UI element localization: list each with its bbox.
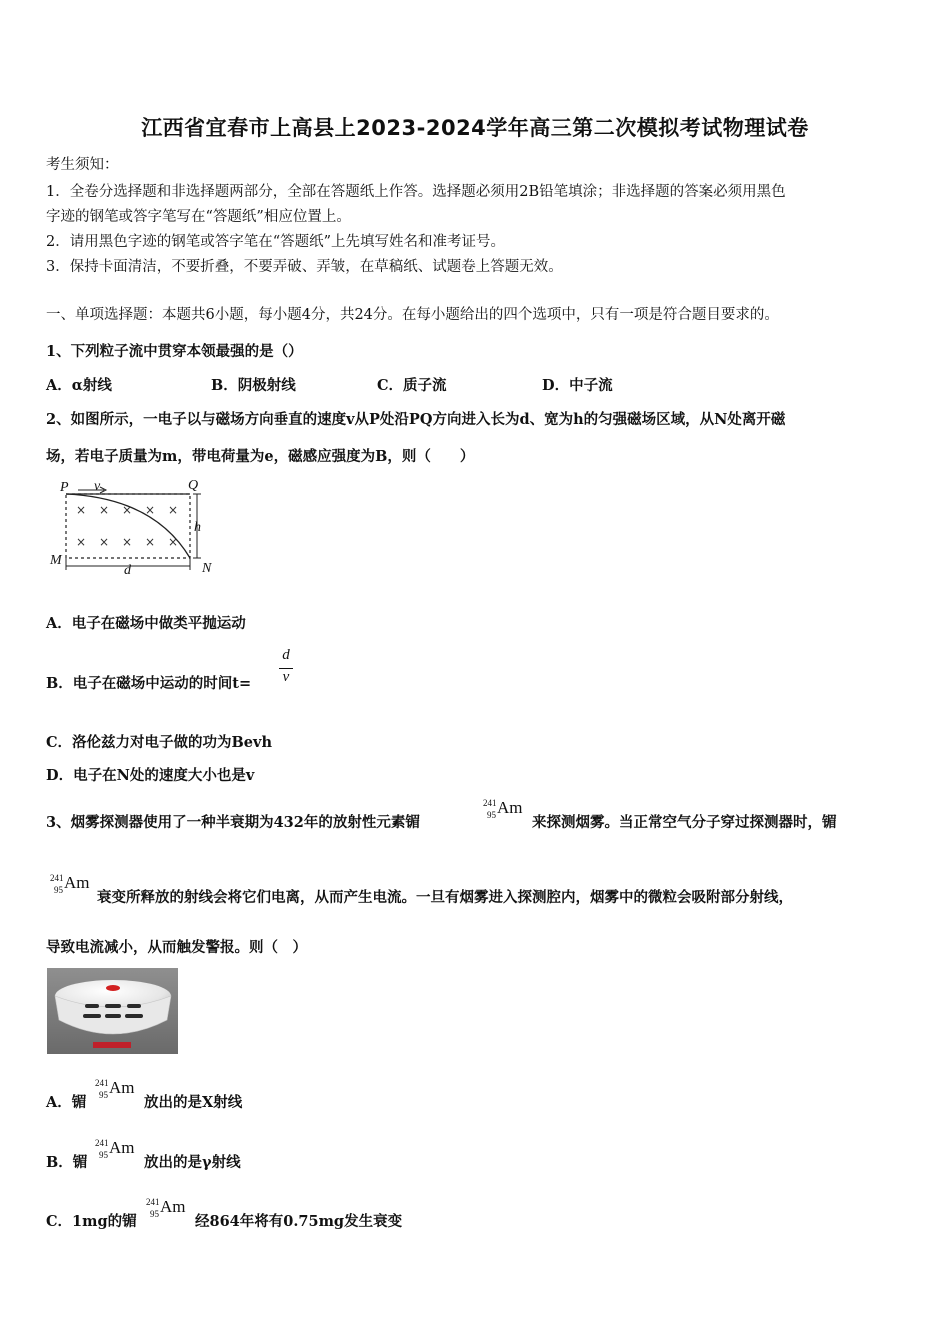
atomic-number: 95 [54,885,63,895]
q1-option-d: D．中子流 [542,377,613,394]
cross-mark: × [99,535,110,549]
notice-heading: 考生须知： [46,157,119,173]
cross-mark: × [122,503,133,517]
label-q: Q [188,478,199,493]
label-d: d [124,563,131,578]
cross-mark: × [145,535,156,549]
cross-mark: × [145,503,156,517]
label-v: v [94,479,101,494]
page-title: 江西省宜春市上高县上2023-2024学年高三第二次模拟考试物理试卷 [141,116,809,140]
mass-number: 241 [95,1078,109,1088]
atomic-number: 95 [487,810,496,820]
element-symbol: Am [497,798,523,817]
fraction-d-over-v [279,647,293,691]
label-h: h [194,520,201,535]
cross-mark: × [168,503,179,517]
q1-option-b: B．阴极射线 [211,377,296,394]
q2-option-b: B．电子在磁场中运动的时间t= [46,675,252,692]
atomic-number: 95 [150,1209,159,1219]
magnetic-field-diagram [44,474,224,580]
q2-option-d: D．电子在N处的速度大小也是v [46,767,255,784]
notice-item-3: 3．保持卡面清洁，不要折叠，不要弄破、弄皱，在草稿纸、试题卷上答题无效。 [46,259,563,275]
atomic-number: 95 [99,1090,108,1100]
smoke-detector-photo [47,968,178,1054]
cross-mark: × [76,503,87,517]
q3-option-a-prefix: A．镅 [46,1094,87,1111]
label-n: N [202,561,212,576]
cross-mark: × [168,535,179,549]
q3-stem-c: 衰变所释放的射线会将它们电离，从而产生电流。一旦有烟雾进入探测腔内，烟雾中的微粒会吸附部分射线， [97,889,793,906]
q1-stem: 1、下列粒子流中贯穿本领最强的是（） [46,343,303,360]
mass-number: 241 [146,1197,160,1207]
mass-number: 241 [95,1138,109,1148]
label-p: P [60,480,69,495]
element-symbol: Am [64,873,90,892]
q3-option-b-prefix: B．镅 [46,1154,88,1171]
cross-mark: × [99,503,110,517]
notice-item-1-cont: 字迹的钢笔或答字笔写在“答题纸”相应位置上。 [46,209,351,225]
q3-option-b-suffix: 放出的是γ射线 [144,1154,241,1171]
notice-item-1: 1．全卷分选择题和非选择题两部分，全部在答题纸上作答。选择题必须用2B铅笔填涂；非选择题的答案必须用黑色 [46,184,786,200]
mass-number: 241 [50,873,64,883]
q2-option-a: A．电子在磁场中做类平抛运动 [46,615,246,632]
fraction-numerator: d [282,647,290,663]
fraction-denominator: v [282,669,290,685]
element-symbol: Am [109,1078,135,1097]
q3-stem-b: 来探测烟雾。当正常空气分子穿过探测器时，镅 [532,814,837,831]
q1-option-c: C．质子流 [377,377,447,394]
q1-option-a: A．α射线 [46,377,112,394]
mass-number: 241 [483,798,497,808]
element-symbol: Am [109,1138,135,1157]
q2-stem-line1: 2、如图所示，一电子以与磁场方向垂直的速度v从P处沿PQ方向进入长为d、宽为h的匀强磁场区域，从N处离开磁 [46,411,786,428]
q3-option-a-suffix: 放出的是X射线 [144,1094,243,1111]
q3-option-c-suffix: 经864年将有0.75mg发生衰变 [195,1213,403,1230]
element-symbol: Am [160,1197,186,1216]
label-m: M [50,553,62,568]
q2-option-c: C．洛伦兹力对电子做的功为Bevh [46,734,272,751]
atomic-number: 95 [99,1150,108,1160]
section-heading: 一、单项选择题：本题共6小题，每小题4分，共24分。在每小题给出的四个选项中，只有一项是符合题目要求的。 [46,307,779,323]
cross-mark: × [76,535,87,549]
cross-mark: × [122,535,133,549]
q2-stem-line2: 场，若电子质量为m，带电荷量为e，磁感应强度为B，则（ ） [46,448,475,465]
q3-stem-a: 3、烟雾探测器使用了一种半衰期为432年的放射性元素镅 [46,814,420,831]
notice-item-2: 2．请用黑色字迹的钢笔或答字笔在“答题纸”上先填写姓名和准考证号。 [46,234,506,250]
q3-stem-d: 导致电流减小，从而触发警报。则（ ） [46,939,307,956]
q3-option-c-prefix: C．1mg的镅 [46,1213,137,1230]
